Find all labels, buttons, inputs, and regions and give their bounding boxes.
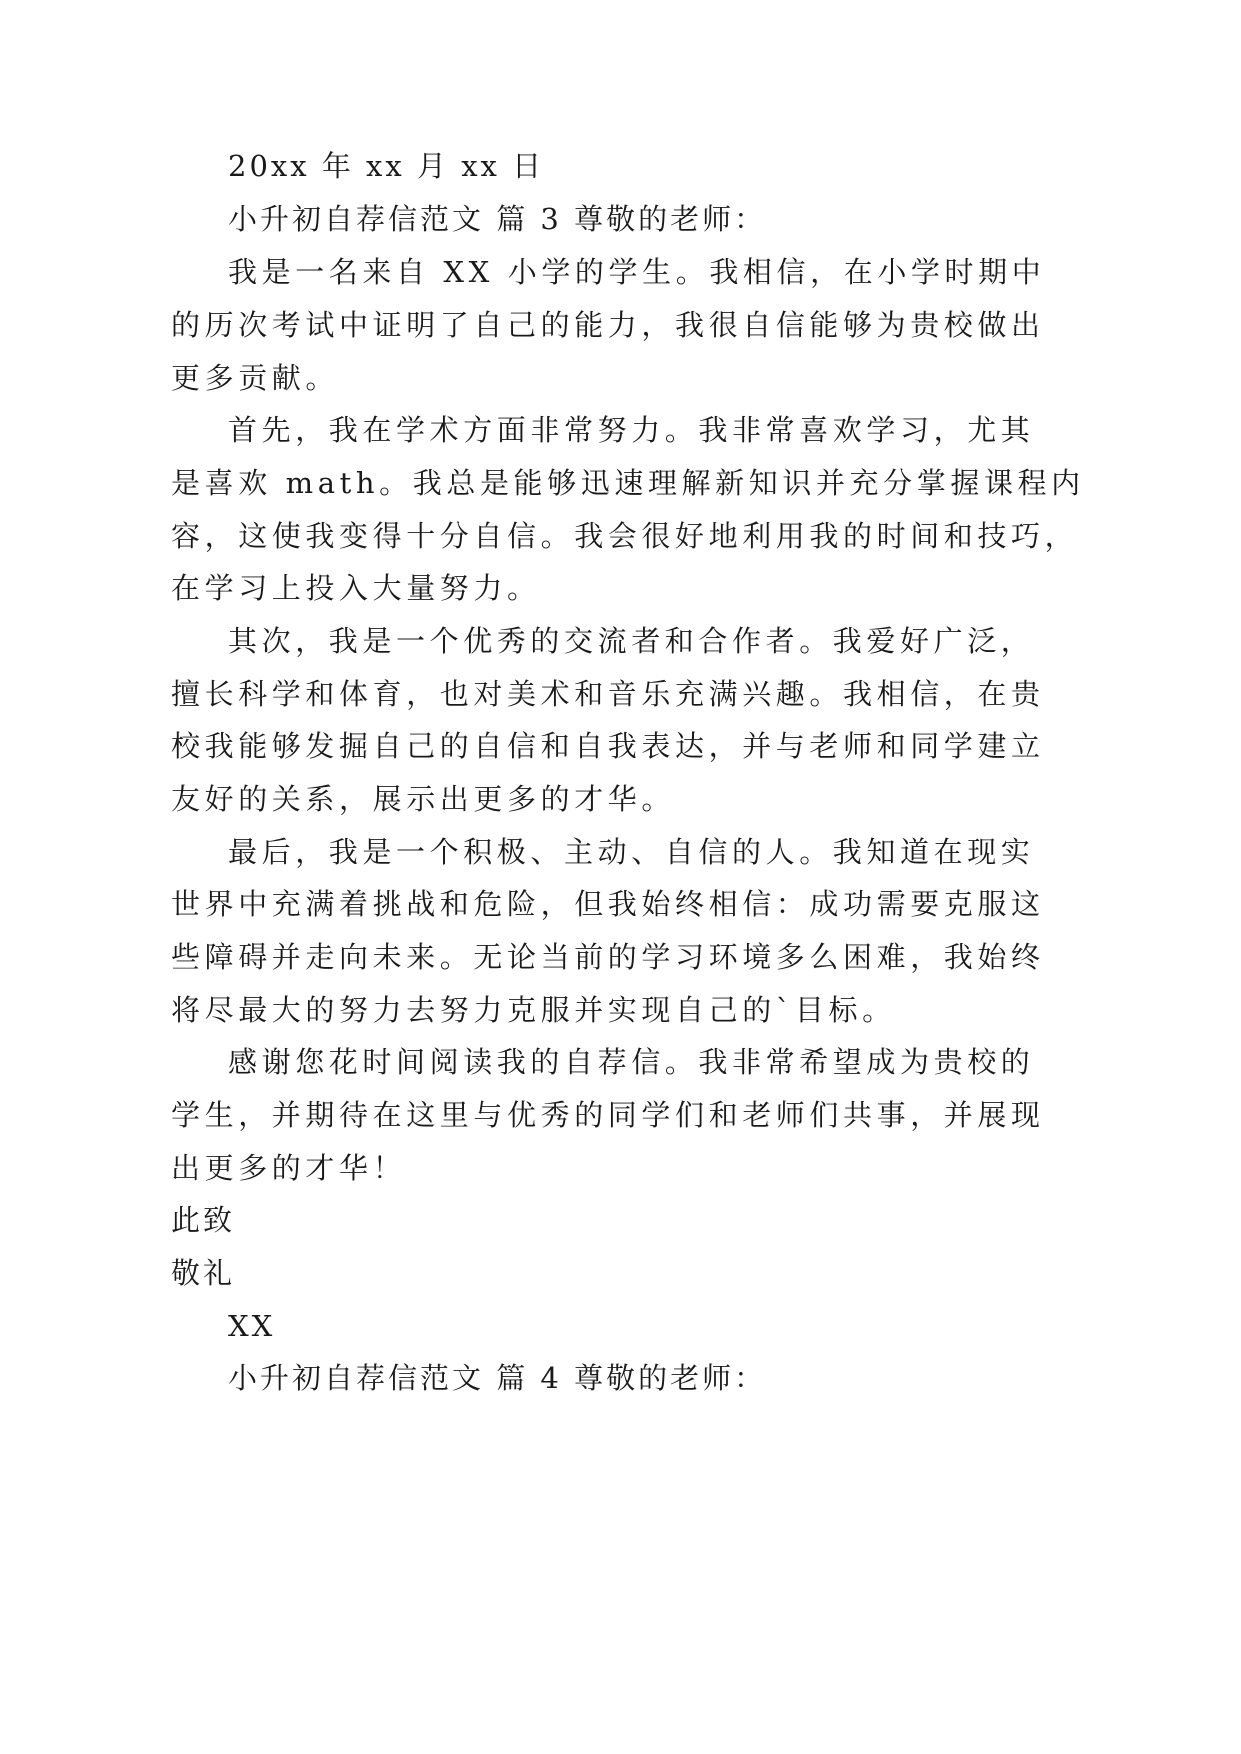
paragraph-line: 其次，我是一个优秀的交流者和合作者。我爱好广泛， bbox=[228, 624, 1035, 658]
signature-name: XX bbox=[228, 1309, 276, 1343]
paragraph-line: 感谢您花时间阅读我的自荐信。我非常希望成为贵校的 bbox=[228, 1045, 1035, 1079]
paragraph-line: 些障碍并走向未来。无论当前的学习环境多么困难，我始终 bbox=[171, 940, 1045, 974]
paragraph-line: 出更多的才华！ bbox=[171, 1151, 407, 1185]
paragraph-line: 首先，我在学术方面非常努力。我非常喜欢学习，尤其 bbox=[228, 413, 1035, 447]
paragraph-line: 在学习上投入大量努力。 bbox=[171, 571, 541, 605]
paragraph-line: 容，这使我变得十分自信。我会很好地利用我的时间和技巧， bbox=[171, 519, 1079, 553]
paragraph-line: 是喜欢 math。我总是能够迅速理解新知识并充分掌握课程内 bbox=[171, 466, 1085, 500]
section-heading-4: 小升初自荐信范文 篇 4 尊敬的老师： bbox=[228, 1361, 767, 1395]
date-line: 20xx 年 xx 月 xx 日 bbox=[228, 149, 545, 183]
paragraph-line: 将尽最大的努力去努力克服并实现自己的`目标。 bbox=[171, 993, 896, 1027]
paragraph-line: 擅长科学和体育，也对美术和音乐充满兴趣。我相信，在贵 bbox=[171, 677, 1045, 711]
paragraph-line: 世界中充满着挑战和危险，但我始终相信：成功需要克服这 bbox=[171, 887, 1045, 921]
paragraph-line: 最后，我是一个积极、主动、自信的人。我知道在现实 bbox=[228, 835, 1035, 869]
closing-line: 此致 bbox=[171, 1203, 236, 1237]
paragraph-line: 我是一名来自 XX 小学的学生。我相信，在小学时期中 bbox=[228, 255, 1046, 289]
paragraph-line: 的历次考试中证明了自己的能力，我很自信能够为贵校做出 bbox=[171, 308, 1045, 342]
section-heading-3: 小升初自荐信范文 篇 3 尊敬的老师： bbox=[228, 202, 767, 236]
closing-salute: 敬礼 bbox=[171, 1256, 236, 1290]
paragraph-line: 友好的关系，展示出更多的才华。 bbox=[171, 782, 676, 816]
paragraph-line: 学生，并期待在这里与优秀的同学们和老师们共事，并展现 bbox=[171, 1098, 1045, 1132]
paragraph-line: 更多贡献。 bbox=[171, 361, 340, 395]
paragraph-line: 校我能够发掘自己的自信和自我表达，并与老师和同学建立 bbox=[171, 729, 1045, 763]
